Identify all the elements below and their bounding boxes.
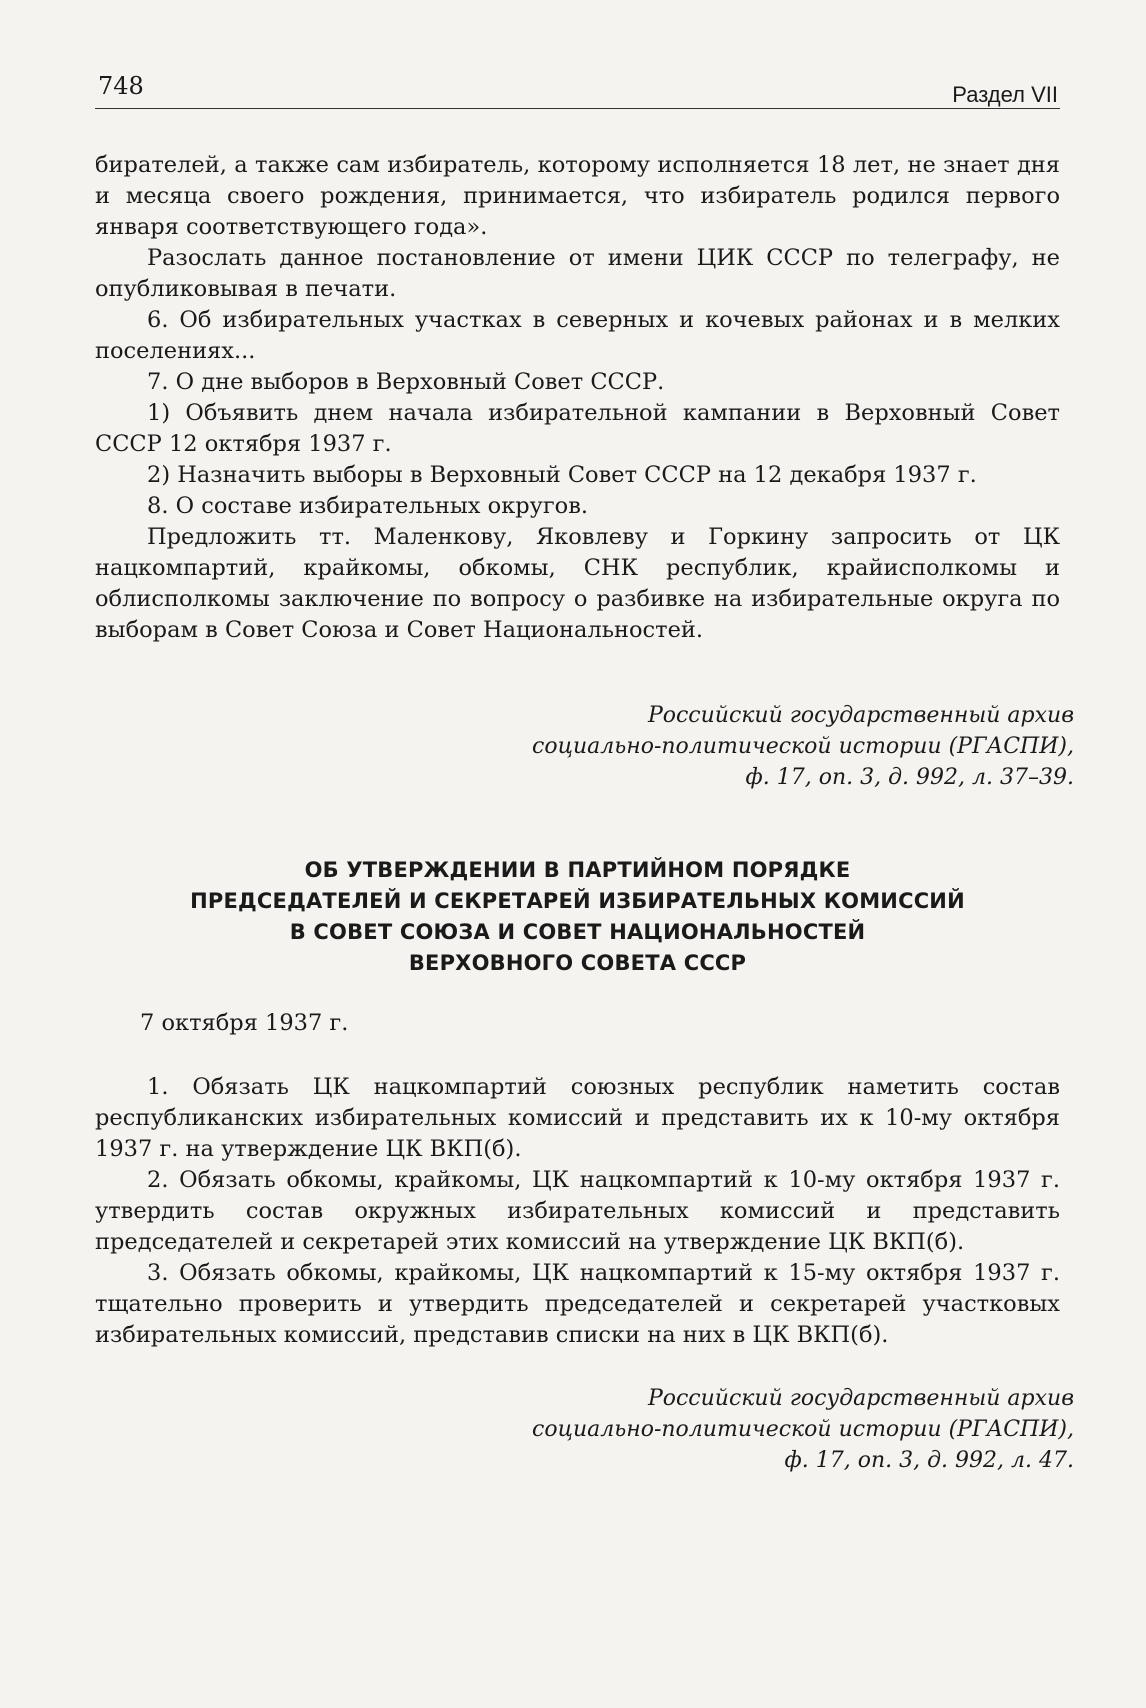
paragraph: 2) Назначить выборы в Верховный Совет СССР на 12 декабря 1937 г. bbox=[147, 462, 977, 488]
source-line: ф. 17, оп. 3, д. 992, л. 37–39. bbox=[745, 765, 1074, 790]
heading-line: ПРЕДСЕДАТЕЛЕЙ И СЕКРЕТАРЕЙ ИЗБИРАТЕЛЬНЫХ КОМИССИЙ bbox=[190, 889, 965, 913]
page-number: 748 bbox=[98, 72, 144, 100]
paragraph: Предложить тт. Маленкову, Яковлеву и Горкину запросить от ЦК нацкомпартий, крайкомы, обкомы, СНК республик, крайисполкомы и облисполкомы заключение по вопросу о разбивке на избирательные округа по выборам в Совет Союза и Совет Национальностей. bbox=[95, 524, 1060, 643]
archive-source-2 bbox=[374, 1383, 1074, 1476]
source-line: Российский государственный архив bbox=[647, 703, 1074, 728]
paragraph: 6. Об избирательных участках в северных и кочевых районах и в мелких поселениях... bbox=[95, 307, 1060, 364]
heading-line: ВЕРХОВНОГО СОВЕТА СССР bbox=[408, 951, 747, 975]
paragraph: 7. О дне выборов в Верховный Совет СССР. bbox=[147, 369, 665, 395]
paragraph: 2. Обязать обкомы, крайкомы, ЦК нацкомпартий к 10-му октября 1937 г. утвердить состав окружных избирательных комиссий и представить председателей и секретарей этих комиссий на утверждение ЦК ВКП(б). bbox=[95, 1167, 1060, 1255]
document-heading bbox=[95, 855, 1060, 979]
archive-source-1 bbox=[374, 700, 1074, 793]
source-line: социально-политической истории (РГАСПИ), bbox=[532, 734, 1074, 759]
paragraph: бирателей, а также сам избиратель, которому исполняется 18 лет, не знает дня и месяца своего рождения, принимается, что избиратель родился первого января соответствующего года». bbox=[95, 152, 1060, 240]
paragraph: 3. Обязать обкомы, крайкомы, ЦК нацкомпартий к 15-му октября 1937 г. тщательно проверить и утвердить председателей и секретарей участковых избирательных комиссий, представив списки на них в ЦК ВКП(б). bbox=[95, 1260, 1060, 1348]
heading-line: В СОВЕТ СОЮЗА И СОВЕТ НАЦИОНАЛЬНОСТЕЙ bbox=[289, 920, 866, 944]
bottom-text-block bbox=[95, 1072, 1060, 1351]
page-header bbox=[95, 60, 1060, 109]
source-line: Российский государственный архив bbox=[647, 1386, 1074, 1411]
section-title: Раздел VII bbox=[952, 82, 1058, 107]
source-line: ф. 17, оп. 3, д. 992, л. 47. bbox=[784, 1448, 1074, 1473]
paragraph: 1. Обязать ЦК нацкомпартий союзных республик наметить состав республиканских избирательных комиссий и представить их к 10-му октября 1937 г. на утверждение ЦК ВКП(б). bbox=[95, 1074, 1060, 1162]
paragraph: Разослать данное постановление от имени ЦИК СССР по телеграфу, не опубликовывая в печати. bbox=[95, 245, 1060, 302]
document-date: 7 октября 1937 г. bbox=[140, 1010, 349, 1036]
source-line: социально-политической истории (РГАСПИ), bbox=[532, 1417, 1074, 1442]
paragraph: 8. О составе избирательных округов. bbox=[147, 493, 589, 519]
paragraph: 1) Объявить днем начала избирательной кампании в Верховный Совет СССР 12 октября 1937 г. bbox=[95, 400, 1060, 457]
heading-line: ОБ УТВЕРЖДЕНИИ В ПАРТИЙНОМ ПОРЯДКЕ bbox=[304, 858, 851, 882]
top-text-block bbox=[95, 150, 1060, 646]
